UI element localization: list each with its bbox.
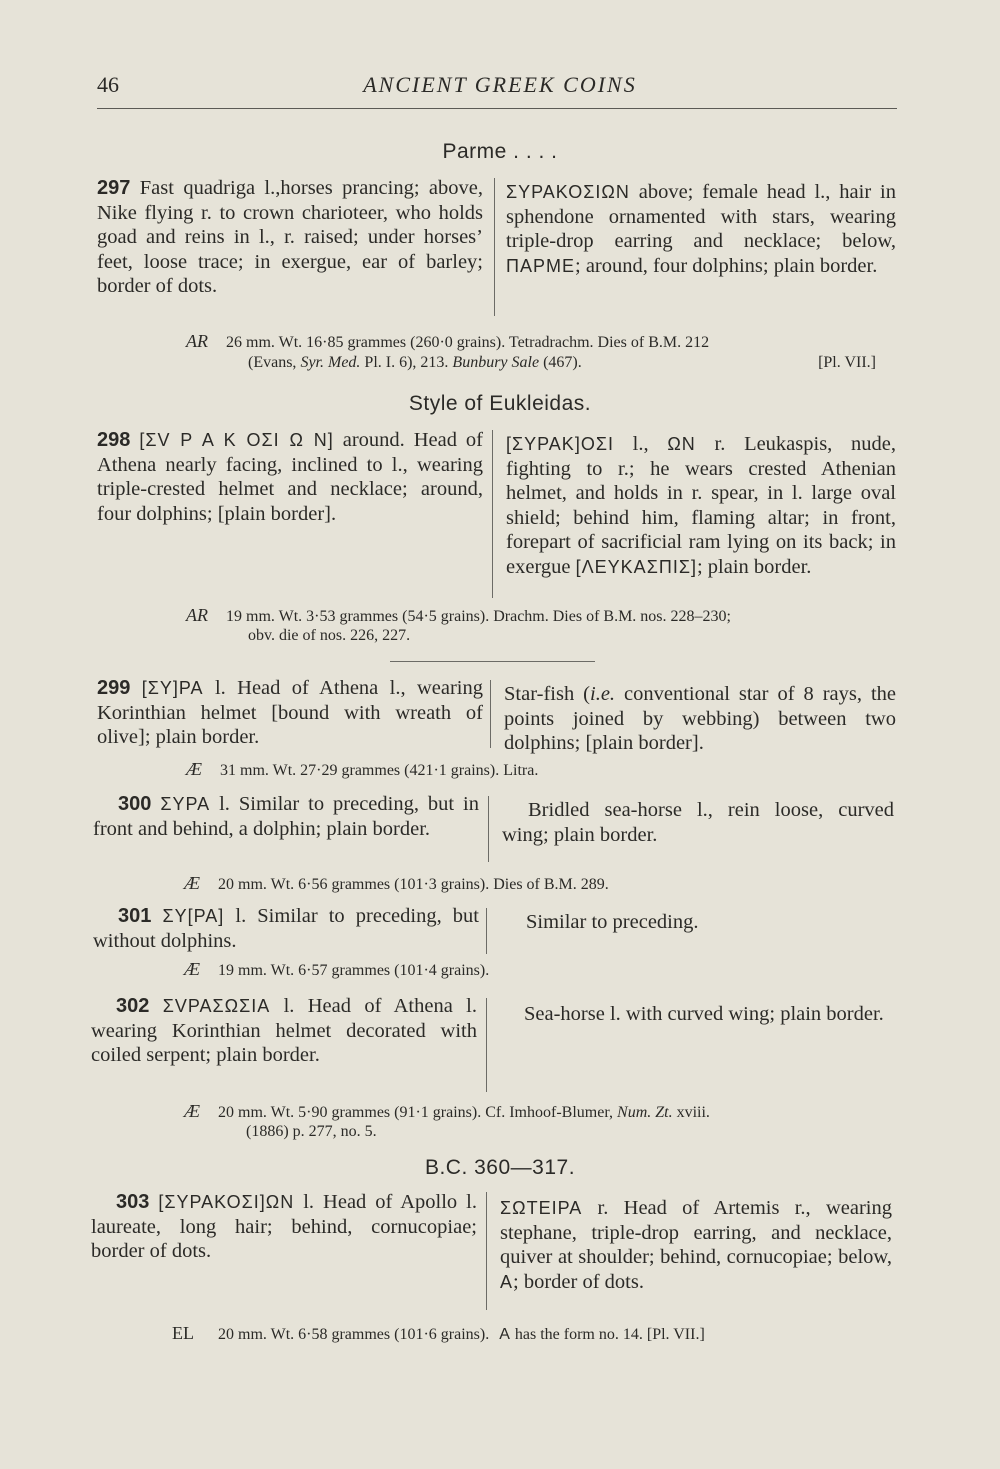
metal-symbol: AR (186, 605, 208, 625)
section-heading-bc: B.C. 360—317. (424, 1156, 576, 1179)
entry-301-metadata: Æ 19 mm. Wt. 6·57 grammes (101·4 grains). (184, 959, 490, 979)
entry-297-metadata-2: (Evans, Syr. Med. Pl. I. 6), 213. Bunbury Sale (467). [Pl. VII.] (248, 354, 876, 371)
entry-302-metadata: Æ 20 mm. Wt. 5·90 grammes (91·1 grains). Cf. Imhoof-Blumer, Num. Zt. xviii. (184, 1101, 710, 1121)
metal-symbol: Æ (184, 959, 201, 979)
entry-298-reverse: [ΣΥΡΑΚ]ΟΣΙ l., ΩΝ r. Leukaspis, nude, fighting to r.; he wears crested Athenian helmet, and holds in r. spear, in l. large oval shield; behind him, flaming altar; in front, forepart of sacrificial ram lying on its back; in exergue [ΛΕΥΚΑΣΠΙΣ]; plain border. (506, 433, 896, 578)
entry-297-obverse: 297 Fast quadriga l.,horses prancing; above, Nike flying r. to crown charioteer, who holds goad and reins in l., r. raised; under horses’ feet, loose trace; in exergue, ear of barley; border of dots. (97, 177, 483, 297)
column-divider (492, 430, 493, 598)
metal-symbol: Æ (184, 873, 201, 893)
entry-300-reverse: Bridled sea-horse l., rein loose, curved wing; plain border. (502, 799, 894, 846)
entry-number: 300 (118, 793, 152, 815)
entry-302-reverse: Sea-horse l. with curved wing; plain border. (524, 1003, 884, 1025)
entry-299-metadata: Æ 31 mm. Wt. 27·29 grammes (421·1 grains). Litra. (186, 759, 539, 779)
column-divider (490, 680, 491, 748)
plate-reference: [Pl. VII.] (818, 354, 876, 371)
metal-symbol: Æ (184, 1101, 201, 1121)
entry-number: 297 (97, 177, 131, 199)
entry-298-obverse: 298 [ΣV Ρ Α Κ ΟΣΙ Ω Ν] around. Head of Athena nearly facing, inclined to l., wearing triple-crested helmet and necklace; around, four dolphins; [plain border]. (97, 429, 484, 525)
entry-number: 301 (118, 905, 152, 927)
column-divider (488, 796, 489, 862)
metal-symbol: AR (186, 331, 208, 351)
entry-299-obverse: 299 [ΣΥ]ΡΑ l. Head of Athena l., wearing Korinthian helmet [bound with wreath of olive]; plain border. (97, 677, 483, 748)
running-title: ANCIENT GREEK COINS (363, 72, 637, 97)
page-number: 46 (97, 72, 119, 97)
entry-number: 299 (97, 677, 131, 699)
entry-303-metadata: EL 20 mm. Wt. 6·58 grammes (101·6 grains). Α has the form no. 14. [Pl. VII.] (172, 1323, 705, 1343)
entry-300-obverse: 300 ΣΥΡΑ l. Similar to preceding, but in front and behind, a dolphin; plain border. (93, 793, 480, 840)
entry-298-metadata-2: obv. die of nos. 226, 227. (248, 627, 411, 644)
entry-number: 302 (116, 995, 150, 1017)
entry-297-metadata: AR 26 mm. Wt. 16·85 grammes (260·0 grains). Tetradrachm. Dies of B.M. 212 (186, 331, 710, 351)
entry-297-reverse: ΣΥΡΑΚΟΣΙΩΝ above; female head l., hair in sphendone ornamented with stars, wearing triple-drop earring and necklace; below, ΠΑΡΜΕ; around, four dolphins; plain border. (506, 181, 896, 277)
entry-298-metadata: AR 19 mm. Wt. 3·53 grammes (54·5 grains). Drachm. Dies of B.M. nos. 228–230; (186, 605, 731, 625)
entry-number: 303 (116, 1191, 150, 1213)
entry-301-obverse: 301 ΣΥ[ΡΑ] l. Similar to preceding, but without dolphins. (93, 905, 480, 952)
section-heading-eukleidas: Style of Eukleidas. (408, 392, 592, 415)
column-divider (486, 1192, 487, 1310)
header-rule (97, 108, 897, 109)
metal-symbol: Æ (186, 759, 203, 779)
entry-number: 298 (97, 429, 131, 451)
entry-299-reverse: Star-fish (i.e. conventional star of 8 rays, the points joined by webbing) between two dolphins; [plain border]. (504, 683, 897, 754)
section-heading-parme: Parme . . . . (442, 140, 558, 163)
entry-302-metadata-2: (1886) p. 277, no. 5. (246, 1123, 377, 1140)
metal-symbol: EL (172, 1323, 194, 1343)
entry-303-reverse: ΣΩΤΕΙΡΑ r. Head of Artemis r., wearing stephane, triple-drop earring, and necklace, quiver at shoulder; behind, cornucopiae; below, Α; border of dots. (500, 1197, 892, 1293)
entry-303-obverse: 303 [ΣΥΡΑΚΟΣΙ]ΩΝ l. Head of Apollo l. laureate, long hair; behind, cornucopiae; border of dots. (91, 1191, 477, 1262)
entry-301-reverse: Similar to preceding. (526, 911, 699, 933)
entry-302-obverse: 302 ΣVΡΑΣΩΣΙΑ l. Head of Athena l. wearing Korinthian helmet decorated with coiled serpent; plain border. (91, 995, 477, 1066)
entry-300-metadata: Æ 20 mm. Wt. 6·56 grammes (101·3 grains). Dies of B.M. 289. (184, 873, 609, 893)
entry-divider (390, 661, 595, 662)
column-divider (494, 178, 495, 316)
column-divider (486, 998, 487, 1092)
column-divider (486, 908, 487, 954)
